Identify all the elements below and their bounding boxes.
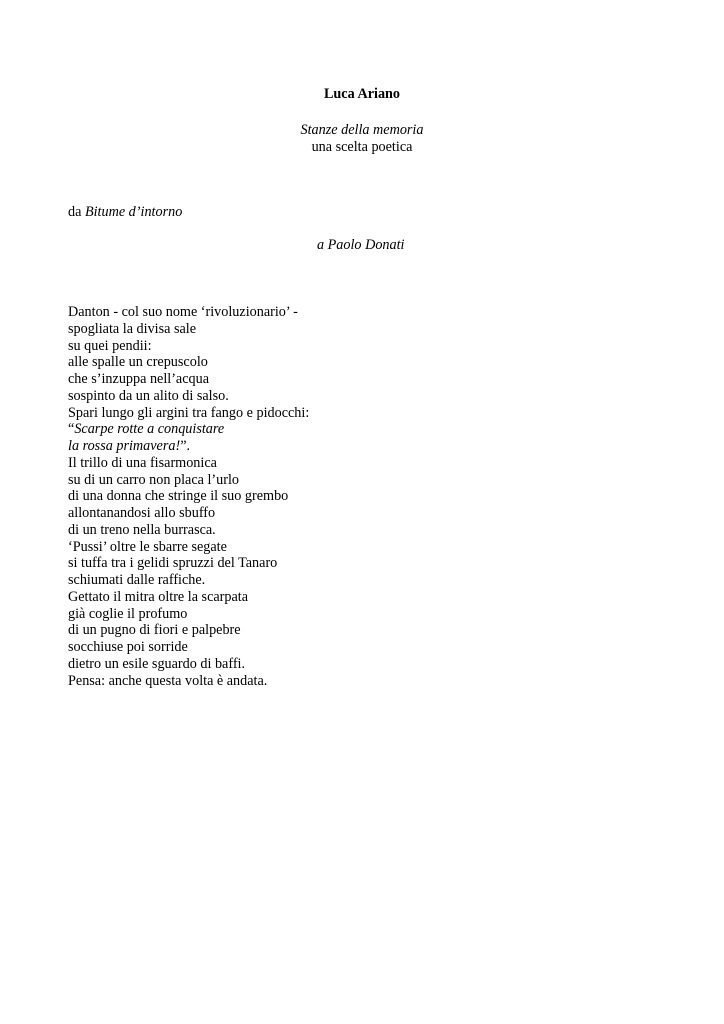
poem-line: Pensa: anche questa volta è andata.	[68, 672, 268, 689]
source-line	[68, 204, 182, 221]
poem-line: Il trillo di una fisarmonica	[68, 454, 217, 471]
poem-line: socchiuse poi sorride	[68, 639, 188, 655]
source-prefix: da	[68, 204, 85, 220]
poem-body	[68, 304, 309, 689]
poem-line: già coglie il profumo	[68, 605, 188, 622]
poem-line: di un treno nella burrasca.	[68, 521, 216, 538]
source-book-title: Bitume d’intorno	[84, 204, 183, 220]
poem-line: Gettato il mitra oltre la scarpata	[68, 588, 249, 605]
quote-text: la rossa primavera!	[68, 438, 181, 454]
poem-line: su di un carro non placa l’urlo	[68, 471, 239, 488]
poem-line: schiumati dalle raffiche.	[68, 572, 206, 588]
poem-line: che s’inzuppa nell’acqua	[68, 371, 210, 387]
quote-text: Scarpe rotte a conquistare	[74, 421, 225, 438]
poem-line-quote-start	[68, 421, 309, 438]
poem-line: alle spalle un crepuscolo	[68, 354, 208, 371]
close-quote: ”.	[180, 438, 191, 454]
poem-line: di un pugno di fiori e palpebre	[68, 622, 241, 639]
poem-line: si tuffa tra i gelidi spruzzi del Tanaro	[68, 555, 278, 572]
poem-line: su quei pendii:	[68, 337, 152, 354]
author-name: Luca Ariano	[323, 86, 401, 102]
poem-line: spogliata la divisa sale	[68, 320, 197, 337]
poem-line: ‘Pussi’ oltre le sbarre segate	[68, 538, 227, 555]
poem-line: Spari lungo gli argini tra fango e pidocchi:	[68, 404, 310, 421]
collection-subtitle: una scelta poetica	[311, 139, 413, 155]
poem-line: allontanandosi allo sbuffo	[68, 505, 216, 521]
poem-line: dietro un esile sguardo di baffi.	[68, 655, 246, 672]
open-quote: “	[68, 421, 75, 438]
collection-title: Stanze della memoria	[300, 122, 424, 138]
poem-line: Danton - col suo nome ‘rivoluzionario’ -	[68, 304, 298, 320]
poem-line: sospinto da un alito di salso.	[68, 387, 229, 404]
dedication: a Paolo Donati	[317, 237, 405, 253]
poem-line: di una donna che stringe il suo grembo	[68, 488, 289, 505]
poem-line-quote-end	[68, 438, 309, 455]
